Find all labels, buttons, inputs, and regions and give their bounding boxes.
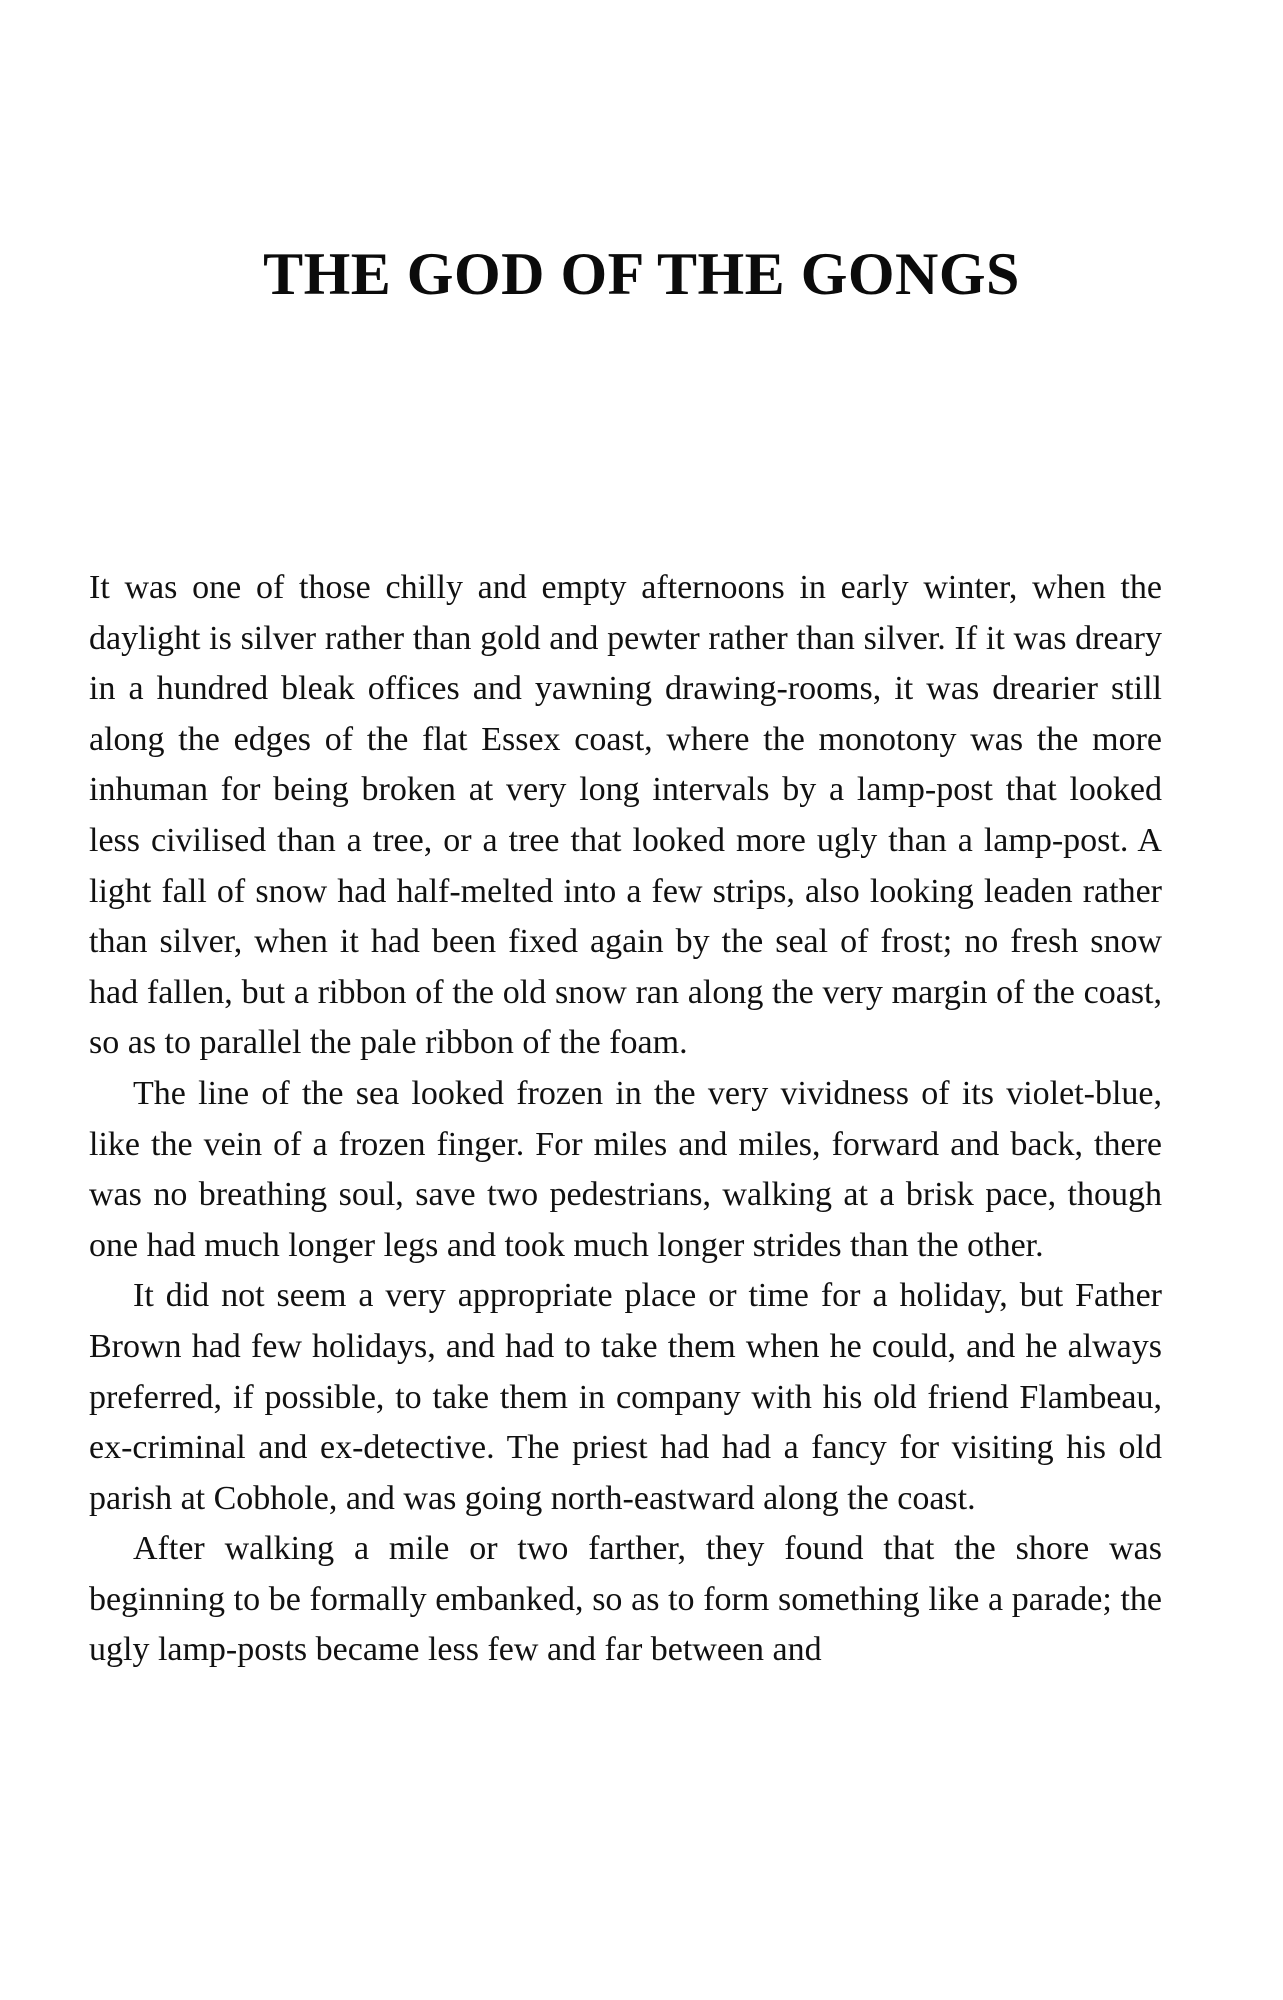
chapter-title: THE GOD OF THE GONGS: [263, 241, 1020, 307]
paragraph: After walking a mile or two farther, they found that the shore was beginning to be formally embanked, so as to form something like a parade; the ugly lamp-posts became less few and far between and: [89, 1530, 1162, 1669]
paragraph: It was one of those chilly and empty afternoons in early winter, when the daylight is silver rather than gold and pewter rather than silver. If it was dreary in a hundred bleak offices and yawning drawing-rooms, it was drearier still along the edges of the flat Essex coast, where the monotony was the more inhuman for being broken at very long intervals by a lamp-post that looked less civilised than a tree, or a tree that looked more ugly than a lamp-post. A light fall of snow had half-melted into a few strips, also looking leaden rather than silver, when it had been fixed again by the seal of frost; no fresh snow had fallen, but a ribbon of the old snow ran along the very margin of the coast, so as to parallel the pale ribbon of the foam.: [89, 569, 1162, 1062]
paragraph: It did not seem a very appropriate place or time for a holiday, but Father Brown had few holidays, and had to take them when he could, and he always preferred, if possible, to take them in company with his old friend Flambeau, ex-criminal and ex-detective. The priest had had a fancy for visiting his old parish at Cobhole, and was going north-eastward along the coast.: [89, 1277, 1162, 1517]
chapter-text: [89, 563, 1162, 1676]
paragraph: The line of the sea looked frozen in the very vividness of its violet-blue, like the vein of a frozen finger. For miles and miles, forward and back, there was no breathing soul, save two pedestrians, walking at a brisk pace, though one had much longer legs and took much longer strides than the other.: [89, 1074, 1162, 1264]
